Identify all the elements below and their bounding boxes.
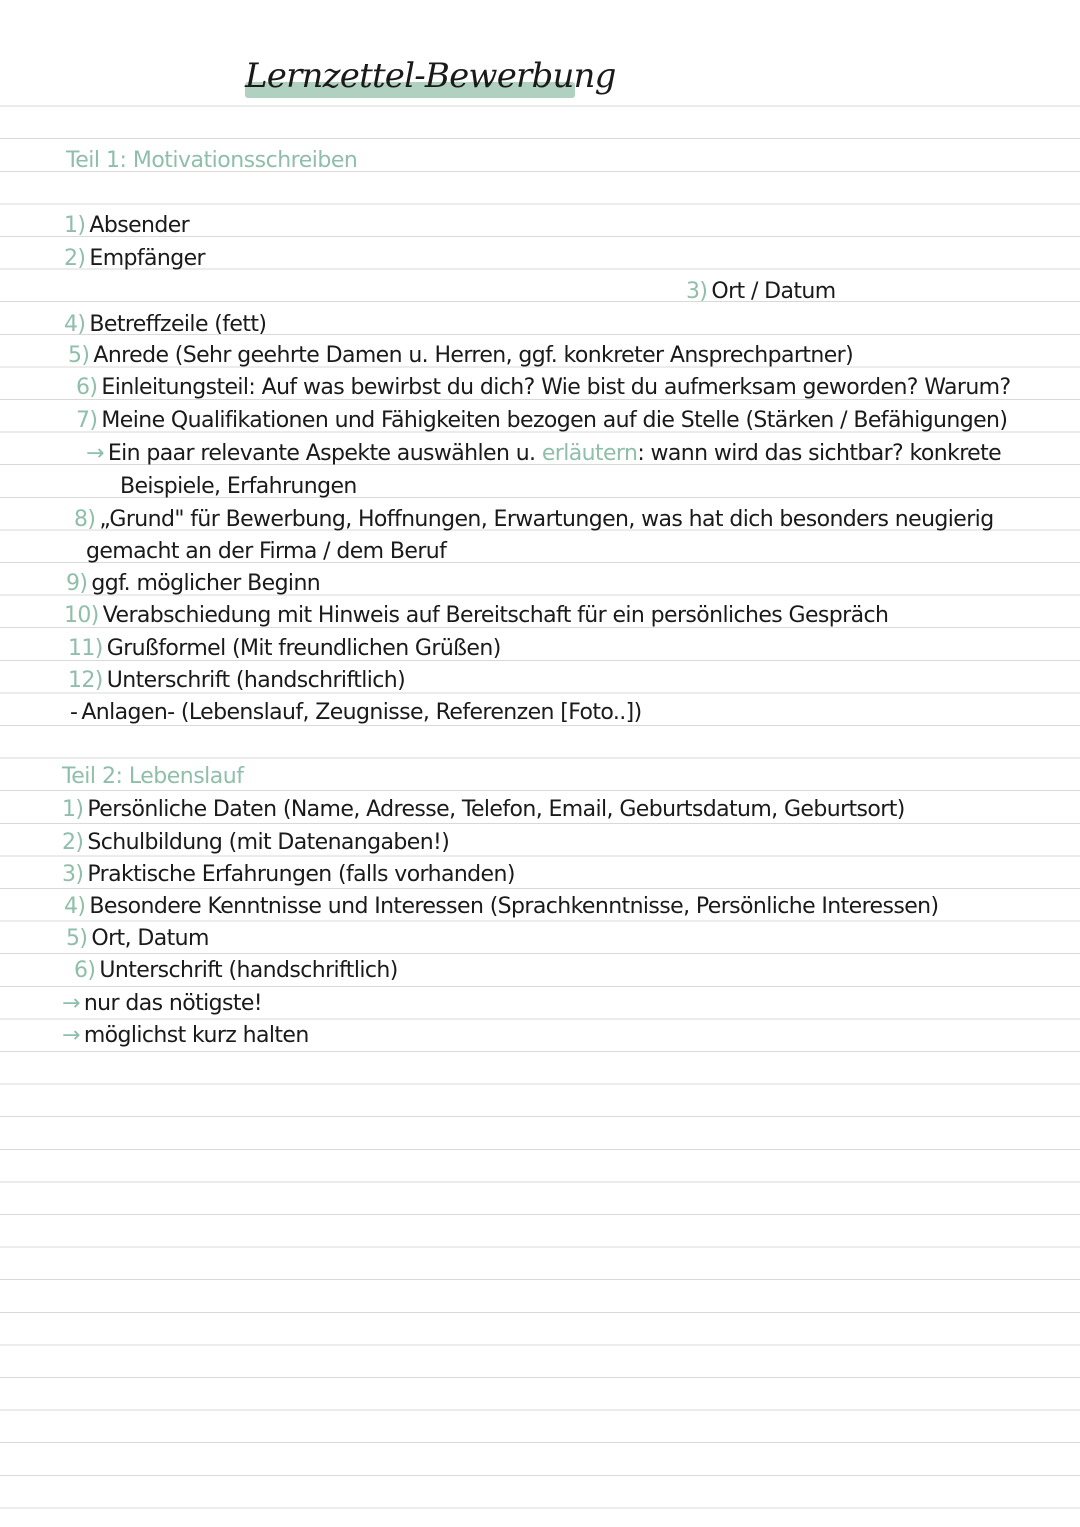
arrow-right-icon: → [62, 991, 80, 1016]
item-number: 7) [76, 408, 98, 433]
item-text: Ort, Datum [91, 926, 209, 951]
item-text: Praktische Erfahrungen (falls vorhanden) [87, 862, 515, 887]
item-number: 6) [74, 958, 96, 983]
list-item [86, 440, 1001, 468]
list-item [62, 796, 905, 824]
item-text: Absender [89, 213, 190, 238]
item-number: - [70, 700, 78, 725]
item-text: ggf. möglicher Beginn [91, 571, 321, 596]
section-heading-part1: Teil 1: Motivationsschreiben [66, 148, 358, 173]
list-item-continuation [120, 473, 357, 501]
item-number: 8) [74, 507, 96, 532]
item-text-highlight: erläutern [541, 441, 638, 466]
item-number: 4) [64, 312, 86, 337]
item-text: Anlagen- (Lebenslauf, Zeugnisse, Referenzen [Foto..]) [81, 700, 642, 725]
title-block [245, 56, 616, 96]
list-item [76, 374, 1011, 402]
item-text: Ein paar relevante Aspekte auswählen u. [107, 441, 536, 466]
list-item [76, 407, 1007, 435]
item-text: Persönliche Daten (Name, Adresse, Telefon, Email, Geburtsdatum, Geburtsort) [87, 797, 905, 822]
item-number: 5) [66, 926, 88, 951]
item-number: 3) [62, 862, 84, 887]
list-item [62, 861, 515, 889]
list-item [64, 602, 888, 630]
list-item [66, 570, 320, 598]
list-item [62, 829, 449, 857]
list-item [66, 925, 209, 953]
item-text: Betreffzeile (fett) [89, 312, 267, 337]
list-item [62, 990, 262, 1018]
item-text: Unterschrift (handschriftlich) [106, 668, 406, 693]
list-item [64, 893, 938, 921]
list-item [64, 311, 266, 339]
item-text: möglichst kurz halten [83, 1023, 309, 1048]
item-number: 9) [66, 571, 88, 596]
list-item [68, 667, 405, 695]
list-item [62, 1022, 309, 1050]
item-number: 11) [68, 636, 103, 661]
list-item [64, 212, 189, 240]
item-number: 10) [64, 603, 99, 628]
list-item [68, 635, 501, 663]
item-text: Grußformel (Mit freundlichen Grüßen) [106, 636, 501, 661]
item-text: nur das nötigste! [83, 991, 263, 1016]
item-text: „Grund" für Bewerbung, Hoffnungen, Erwartungen, was hat dich besonders neugierig [99, 507, 994, 532]
item-number: 2) [64, 246, 86, 271]
item-number: 6) [76, 375, 98, 400]
arrow-right-icon: → [62, 1023, 80, 1048]
section-heading-part2: Teil 2: Lebenslauf [62, 764, 244, 789]
list-item-continuation [86, 538, 446, 566]
list-item [70, 699, 642, 727]
item-number: 12) [68, 668, 103, 693]
item-text: Schulbildung (mit Datenangaben!) [87, 830, 450, 855]
list-item [68, 342, 853, 370]
item-text: Besondere Kenntnisse und Interessen (Sprachkenntnisse, Persönliche Interessen) [89, 894, 939, 919]
item-text: Beispiele, Erfahrungen [120, 474, 357, 499]
item-number: 4) [64, 894, 86, 919]
item-number: 1) [62, 797, 84, 822]
item-text: Unterschrift (handschriftlich) [99, 958, 398, 983]
item-text: Verabschiedung mit Hinweis auf Bereitschaft für ein persönliches Gespräch [102, 603, 889, 628]
list-item [686, 278, 836, 306]
list-item [74, 506, 994, 534]
item-text: Ort / Datum [711, 279, 836, 304]
item-text: Empfänger [89, 246, 206, 271]
item-number: 1) [64, 213, 86, 238]
item-text: Anrede (Sehr geehrte Damen u. Herren, ggf. konkreter Ansprechpartner) [93, 343, 854, 368]
list-item [64, 245, 205, 273]
item-number: 2) [62, 830, 84, 855]
item-number: 5) [68, 343, 90, 368]
item-text: Einleitungsteil: Auf was bewirbst du dich? Wie bist du aufmerksam geworden? Warum? [101, 375, 1011, 400]
item-number: 3) [686, 279, 708, 304]
list-item [74, 957, 398, 985]
item-text: gemacht an der Firma / dem Beruf [86, 539, 447, 564]
item-text: Meine Qualifikationen und Fähigkeiten bezogen auf die Stelle (Stärken / Befähigungen) [101, 408, 1008, 433]
page-title: Lernzettel-Bewerbung [245, 56, 616, 96]
item-text: : wann wird das sichtbar? konkrete [637, 441, 1002, 466]
arrow-right-icon: → [86, 441, 104, 466]
